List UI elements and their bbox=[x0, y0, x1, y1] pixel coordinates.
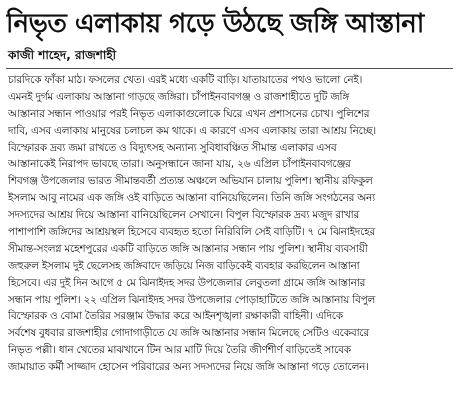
body-line: পাশাপাশি জঙ্গিদের আশ্রয়স্থল হিসেবে ব্যবহৃত হতো নিরিবিলি সেই বাড়িটি। ৭ মে ঝিনাইদহের bbox=[8, 226, 375, 239]
headline: নিভৃত এলাকায় গড়ে উঠছে জঙ্গি আস্তানা bbox=[6, 9, 424, 39]
body-line: বিস্ফোরক দ্রব্য জমা রাখতে ও বিদ্যুৎসহ অন্যান্য সুবিধাবঞ্চিত সীমান্ত এলাকার এসব bbox=[8, 141, 337, 154]
body-line: নিভৃত পল্লী। ধান খেতের মাঝখানে টিন আর মাটি দিয়ে তৈরি জীর্ণশীর্ণ বাড়িতেই সাবেক bbox=[8, 344, 351, 357]
body-line: আস্তানার সন্ধান পাওয়ার পরই নিভৃত এলাকাগুলোকে ঘিরে এখন প্রশাসনের চোখ। পুলিশের bbox=[8, 107, 370, 120]
body-line: সীমান্ত-সংলগ্ন মহেশপুরের একটি বাড়িতে জঙ্গি আস্তানার সন্ধান পায় পুলিশ। স্থানীয় ব্যবসায়ী bbox=[8, 242, 368, 255]
body-line: জহুরুল ইসলাম দুই ছেলেসহ জঙ্গিবাদে জড়িয়ে নিজ বাড়িকেই ব্যবহার করছিলেন আস্তানা bbox=[8, 259, 360, 272]
body-line: সদস্যদের আশ্রয় দিয়ে আস্তানা বানিয়েছিলেন সেখানে। বিপুল বিস্ফোরক দ্রব্য মজুদ রাখার bbox=[8, 209, 359, 222]
byline: কাজী শাহেদ, রাজশাহী bbox=[8, 48, 117, 62]
body-line: এমনই দুর্গম এলাকায় আস্তানা গাড়ছে জঙ্গিরা। চাঁপাইনবাবগঞ্জ ও রাজশাহীতে দুটি জঙ্গি bbox=[8, 90, 350, 103]
body-line: ইসলাম আবু নামের এক জঙ্গি ওই বাড়িতে আস্তানা বানিয়েছিলেন। তিনি জঙ্গি সংগঠনের অন্য bbox=[8, 192, 375, 205]
body-line: হিসেবে। এর দুই দিন আগে ৫ মে ঝিনাইদহ সদর উপজেলার লেবুতলা গ্রামে জঙ্গি আস্তানার bbox=[8, 276, 366, 289]
body-line: চারদিকে ফাঁকা মাঠ। ফসলের খেত। এরই মধ্যে একটি বাড়ি। যাতায়াতের পথও ভালো নেই। bbox=[8, 74, 363, 86]
body-line: দাবি, এসব এলাকায় মানুষের চলাচল কম থাকে। এ কারণে এসব এলাকায় তারা আশ্রয় নিচ্ছে। bbox=[8, 124, 376, 137]
body-line: আস্তানাকেই নিরাপদ ভাবছে তারা। অনুসন্ধানে জানা যায়, ২৬ এপ্রিল চাঁপাইনবাবগঞ্জের bbox=[8, 158, 351, 171]
body-line: সন্ধান পায় পুলিশ। ২২ এপ্রিল ঝিনাইদহ সদর উপজেলার পোড়াহাটিতে জঙ্গি আস্তানায় বিপুল bbox=[8, 293, 376, 306]
body-line: জামায়াত কর্মী সাজ্জাদ হোসেন পরিবারের অন্য সদস্যদের নিয়ে জঙ্গি আস্তানা গড়ে তোলেন। bbox=[8, 361, 369, 374]
body-line: সর্বশেষ বুধবার রাজশাহীর গোদাগাড়ীতে যে জঙ্গি আস্তানার সন্ধান মিলেছে সেটিও একেবারে bbox=[8, 327, 370, 340]
article-body bbox=[8, 72, 452, 376]
body-line: বিস্ফোরক ও বোমা তৈরির সরঞ্জাম উদ্ধার করে আইনশৃঙ্খলা রক্ষাকারী বাহিনী। এদিকে bbox=[8, 310, 343, 323]
body-line: শিবগঞ্জ উপজেলার ভারত সীমান্তবর্তী প্রত্যন্ত অঞ্চলে অভিযান চালায় পুলিশ। স্থানীয় রফিকুল bbox=[8, 175, 373, 188]
byline-divider bbox=[6, 68, 453, 69]
